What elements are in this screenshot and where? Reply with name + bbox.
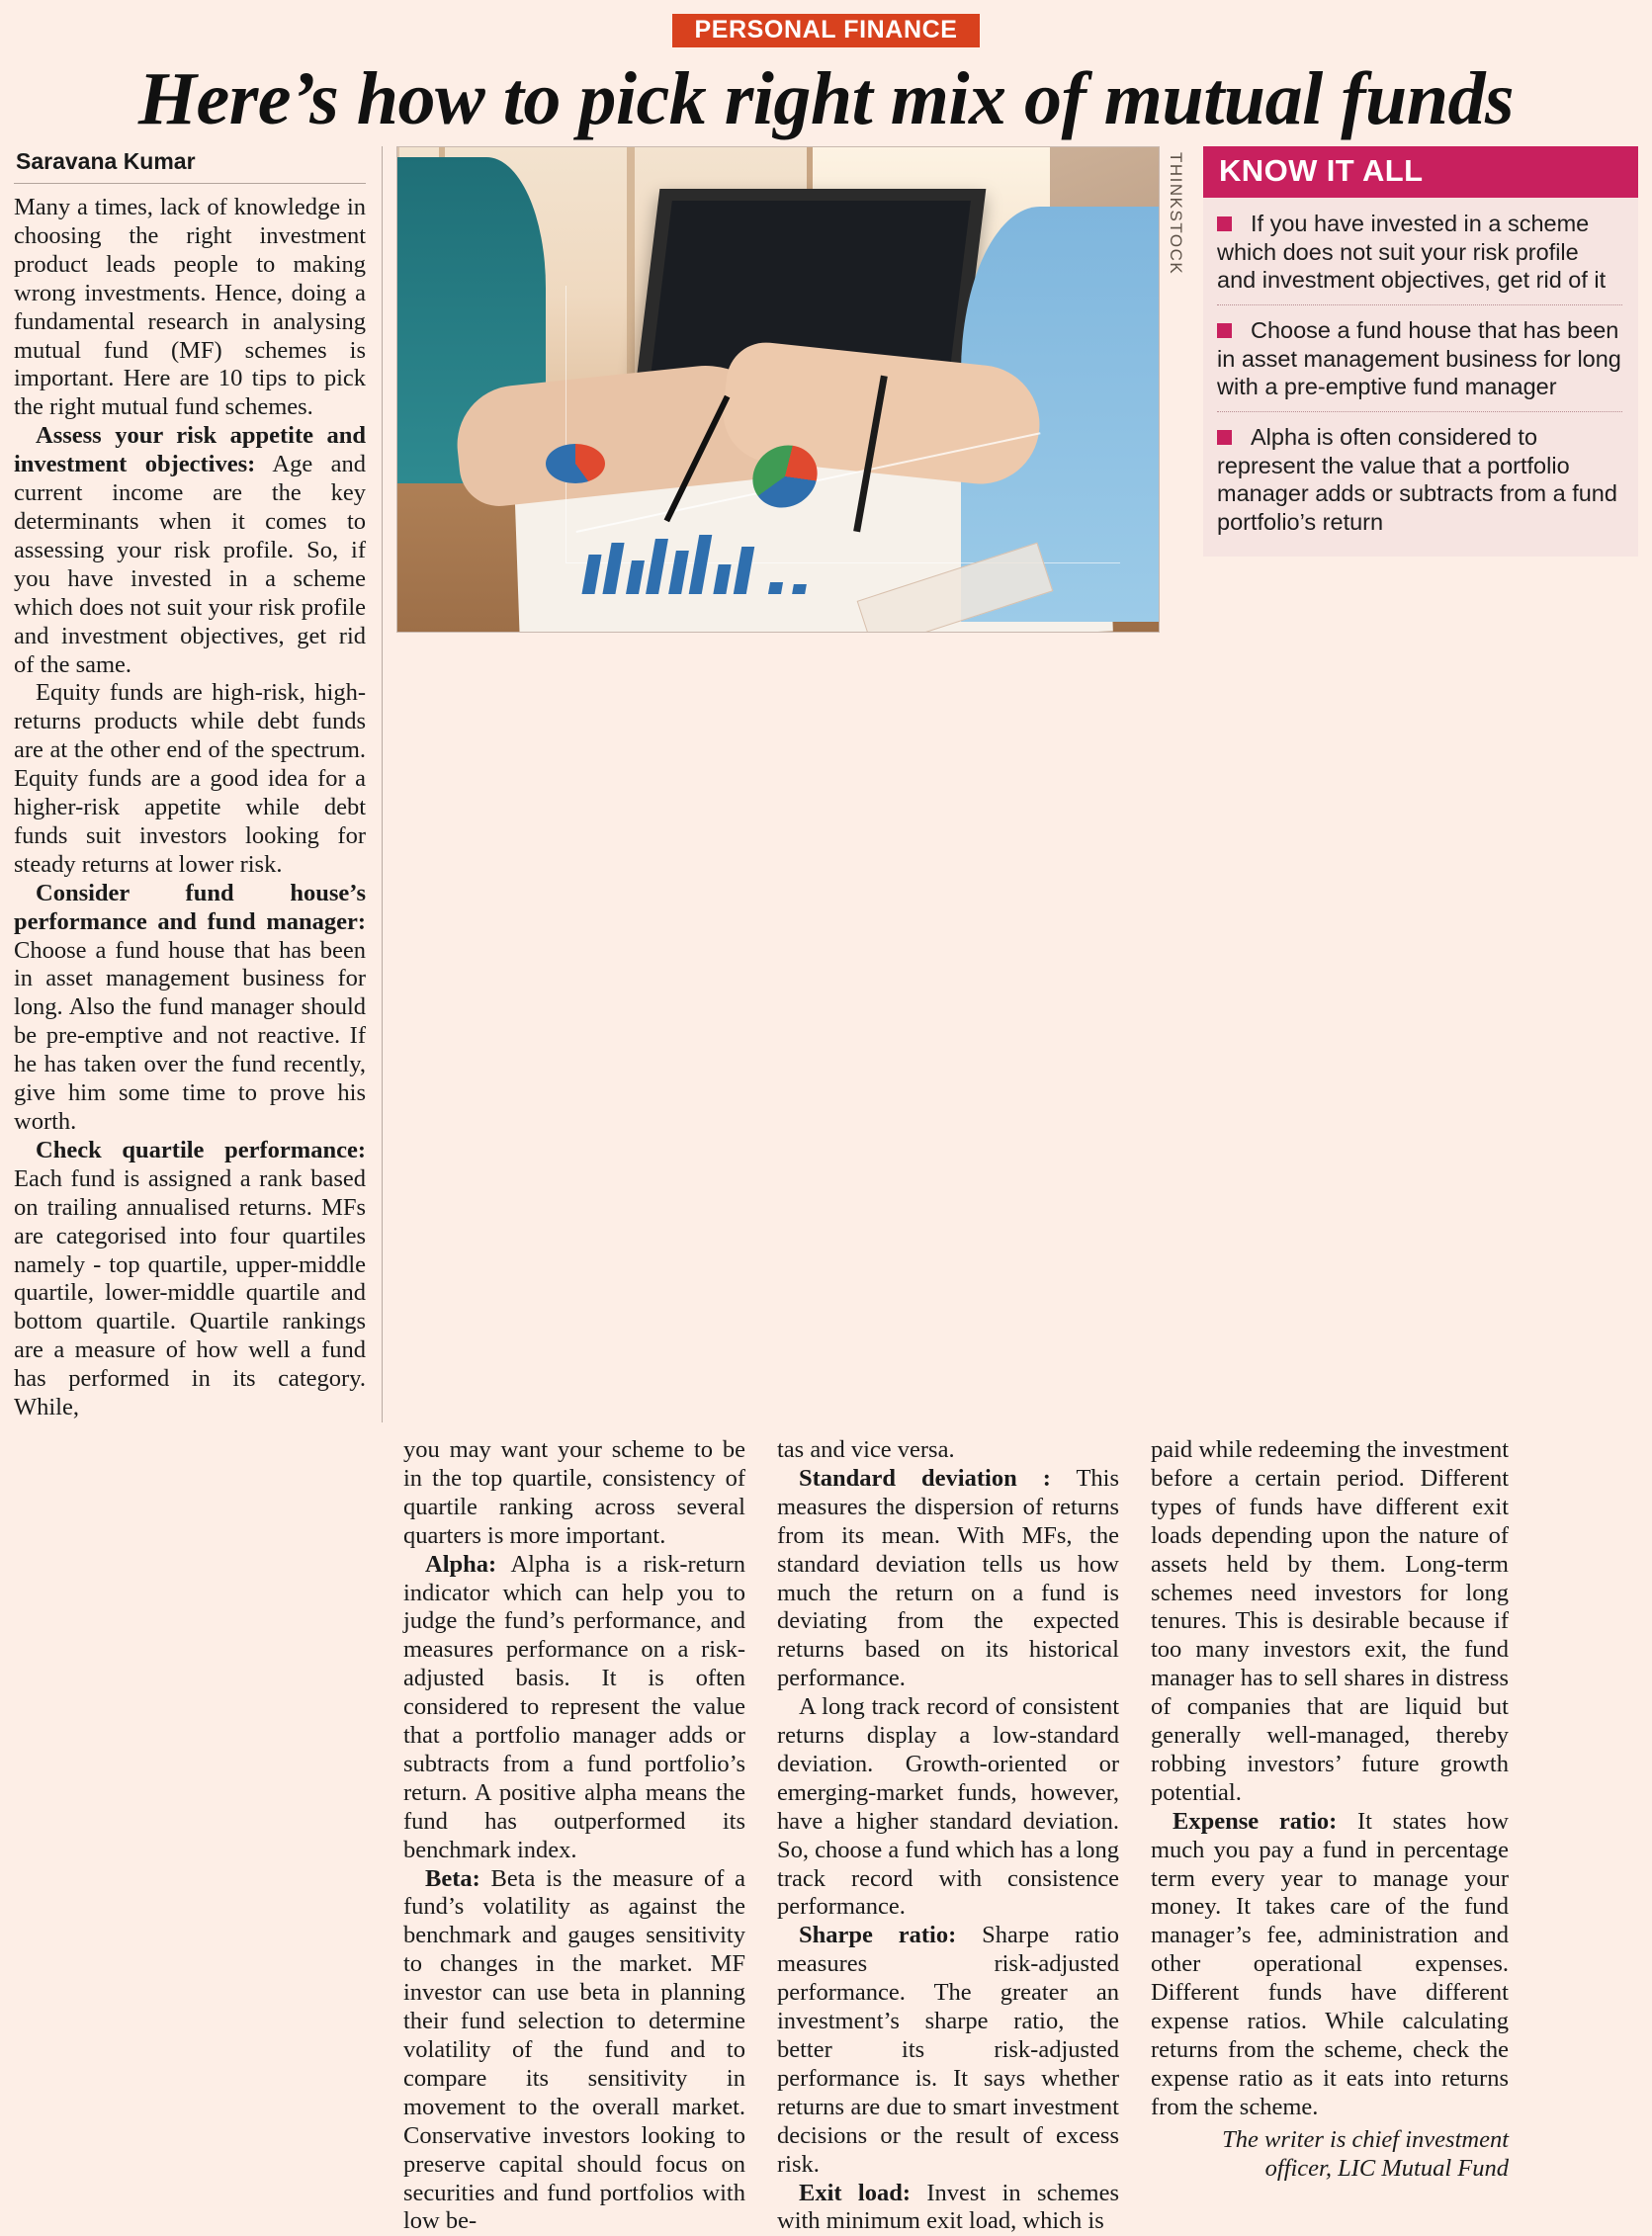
- paragraph-lead-in: Check quartile performance:: [36, 1136, 367, 1163]
- paragraph-lead-in: Beta:: [425, 1864, 480, 1892]
- author-signoff: The writer is chief investment officer, LIC Mutual Fund: [1222, 2125, 1509, 2182]
- photo-credit: THINKSTOCK: [1167, 152, 1185, 276]
- paragraph-text: Beta is the measure of a fund’s volatility as against the benchmark and gauges sensitivity to changes in the market. MF investor can use beta in planning their fund selection to determine volatility of the fund and to compare its sensitivity in movement to the overall market. Conservative investors looking to preserve capital should focus on securities and fund portfolios with low be-: [403, 1864, 745, 2235]
- list-item: [1217, 210, 1622, 304]
- paragraph-lead-in: Sharpe ratio:: [799, 1922, 957, 1949]
- paragraph: paid while redeeming the investment before a certain period. Different types of funds have different exit loads depending upon the nature of assets held by them. Long-term schemes need investors for long tenures. This is desirable because if too many investors exit, the fund manager has to sell shares in distress of companies that are liquid but generally well-managed, thereby robbing investors’ future growth potential.: [1151, 1435, 1509, 1806]
- paragraph-lead-in: Standard deviation :: [799, 1464, 1051, 1492]
- page-top-strip: [0, 0, 1652, 6]
- paragraph: tas and vice versa.: [777, 1435, 955, 1463]
- paragraph-text: Each fund is assigned a rank based on trailing annualised returns. MFs are categorised into four quartiles namely - top quartile, upper-middle quartile, lower-middle quartile and bottom quartile. Quartile rankings are a measure of how well a fund has performed in its category. While,: [14, 1164, 367, 1421]
- list-item: [1217, 423, 1622, 547]
- column-one: [14, 146, 382, 1422]
- photo-and-sidebar: [383, 146, 1638, 633]
- list-divider: [1217, 304, 1622, 305]
- paragraph-lead-in: Expense ratio:: [1173, 1807, 1338, 1835]
- list-item-text: Alpha is often considered to represent the value that a portfolio manager adds or subtracts from a fund portfolio’s return: [1217, 423, 1617, 535]
- paragraph: [777, 2180, 1119, 2236]
- lower-content: [14, 1436, 1638, 2236]
- paragraph-text: Age and current income are the key determinants when it comes to assessing your risk profile. So, if you have invested in a scheme which does not suit your risk profile and investment objectives, get rid of the same.: [14, 451, 367, 678]
- paragraph-lead-in: Consider fund house’s performance and fund manager:: [14, 879, 367, 935]
- list-item-text: Choose a fund house that has been in asset management business for long with a pre-emptive fund manager: [1217, 316, 1621, 400]
- paragraph: you may want your scheme to be in the top quartile, consistency of quartile ranking across several quarters is more important.: [403, 1435, 745, 1549]
- list-item: [1217, 316, 1622, 411]
- paragraph: [14, 422, 366, 679]
- list-item-text: If you have invested in a scheme which does not suit your risk profile and investment objectives, get rid of it: [1217, 211, 1607, 294]
- upper-content: [14, 146, 1638, 1422]
- photo-pie-chart-small: [546, 444, 605, 483]
- photo-bar-chart: [585, 531, 823, 594]
- paragraph: Many a times, lack of knowledge in choosing the right investment product leads people to making wrong investments. Hence, doing a fundamental research in analysing mutual fund (MF) schemes is important. Here are 10 tips to pick the right mutual fund schemes.: [14, 194, 367, 421]
- list-divider: [1217, 411, 1622, 412]
- know-it-all-box: [1203, 146, 1638, 557]
- article-photo: [396, 146, 1160, 633]
- square-bullet-icon: [1217, 216, 1232, 231]
- paragraph: A long track record of consistent returns display a low-standard deviation. Growth-oriented or emerging-market funds, however, have a higher standard deviation. So, choose a fund which has a long track record with consistence performance.: [777, 1693, 1119, 1921]
- paragraph: [14, 880, 366, 1137]
- paragraph: [403, 1865, 745, 2236]
- paragraph-lead-in: Exit load:: [799, 2179, 911, 2206]
- paragraph-text: Invest in schemes with minimum exit load, which is: [777, 2179, 1119, 2235]
- section-kicker: PERSONAL FINANCE: [672, 14, 979, 47]
- byline-divider: [14, 183, 366, 184]
- paragraph: [403, 1551, 745, 1865]
- photo-line-chart-overlay: [565, 286, 1120, 563]
- photo-block: [396, 146, 1187, 633]
- paragraph-text: Alpha is a risk-return indicator which can help you to judge the fund’s performance, and measures performance on a risk-adjusted basis. It is often considered to represent the value that a portfolio manager adds or subtracts from a fund portfolio’s return. A positive alpha means the fund has outperformed its benchmark index.: [403, 1550, 745, 1863]
- page-title: Here’s how to pick right mix of mutual funds: [137, 57, 1515, 140]
- kicker-row: [14, 14, 1638, 47]
- paragraph-text: Choose a fund house that has been in asset management business for long. Also the fund manager should be pre-emptive and not reactive. If he has taken over the fund recently, give him some time to prove his worth.: [14, 936, 367, 1135]
- paragraph-text: Sharpe ratio measures risk-adjusted performance. The greater an investment’s sharpe ratio, the better its risk-adjusted performance is. It says whether returns are due to smart investment decisions or the result of excess risk.: [777, 1922, 1120, 2178]
- column-four: [1135, 1436, 1509, 2236]
- square-bullet-icon: [1217, 430, 1232, 445]
- paragraph: [777, 1465, 1119, 1693]
- column-three: [761, 1436, 1135, 2236]
- square-bullet-icon: [1217, 323, 1232, 338]
- paragraph-text: It states how much you pay a fund in percentage term every year to manage your money. It takes care of the fund manager’s fee, administration and other operational expenses. Different funds have different expense ratios. While calculating returns from the scheme, check the expense ratio as it eats into returns from the scheme.: [1151, 1807, 1510, 2120]
- byline: Saravana Kumar: [16, 148, 196, 174]
- column-two: [388, 1436, 761, 2236]
- paragraph: [1151, 1808, 1509, 2122]
- paragraph-text: This measures the dispersion of returns from its mean. With MFs, the standard deviation tells us how much the return on a fund is deviating from the expected returns based on its historical performance.: [777, 1464, 1119, 1692]
- paragraph-lead-in: Alpha:: [425, 1550, 497, 1578]
- paragraph: Equity funds are high-risk, high-returns products while debt funds are at the other end of the spectrum. Equity funds are a good idea for a higher-risk appetite while debt funds suit investors looking for steady returns at lower risk.: [14, 679, 367, 878]
- paragraph: [14, 1137, 366, 1422]
- paragraph-lead-in: Assess your risk appetite and investment objectives:: [14, 422, 367, 478]
- know-it-all-title: KNOW IT ALL: [1203, 146, 1638, 198]
- paragraph: [777, 1922, 1119, 2179]
- know-it-all-list: [1203, 198, 1638, 557]
